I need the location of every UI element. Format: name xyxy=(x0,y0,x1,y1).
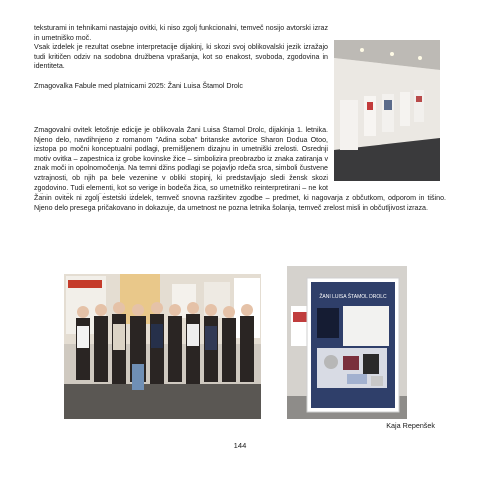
body-text-upper xyxy=(34,126,328,194)
poster-photo xyxy=(287,266,407,419)
gallery-photo xyxy=(334,40,440,181)
section-heading: Zmagovalka Fabule med platnicami 2025: Žani Luisa Štamol Drolc xyxy=(34,81,243,90)
body-paragraph-1: Zmagovalni ovitek letošnje edicije je oblikovala Žani Luisa Štamol Drolc, dijakinja 1. letnika. Njeno delo, navdihnjeno z romanom "Adina soba" britanske avtorice Sharon Dodua Otoo, izstopa po močni konceptualni podlagi, premišljenem dizajnu in umetniški zrelosti. Osrednji motiv ovitka – zapestnica iz grobe kovinske žice – simbolizira preobrazbo iz znaka zatiranja v znak moči in opolnomočenja. Na temni džins podlagi se pojavljo rdeča srca, simboli čustvene vztrajnosti, ob njih pa bele vezenine v obliki stopinj, ki predstavljajo sledi žensk skozi zgodovino. Tudi elementi, kot so verige in bodeča žica, so umetniško reinterpretirani – ne kot xyxy=(34,126,328,192)
photo-credit: Kaja Repenšek xyxy=(386,421,435,430)
intro-paragraph-2: Vsak izdelek je rezultat osebne interpretacije dijakinj, ki skozi svoj oblikovalski jezik izražajo tudi kritičen odziv na sodobna družbena vprašanja, kot so enakost, svoboda, zgodovina in identiteta. xyxy=(34,43,328,71)
page-number: 144 xyxy=(233,441,247,450)
intro-text xyxy=(34,24,328,91)
group-photo xyxy=(64,274,261,419)
body-paragraph-2: Žanin ovitek ni zgolj estetski izdelek, temveč snovna razširitev zgodbe – predmet, ki nagovarja z občutkom, odporom in tišino. Njeno delo presega pričakovano in dokazuje, da umetnost ne pozna letnika šolanja, temveč zrelost misli in občutljivost izraza. xyxy=(34,194,446,212)
intro-paragraph-1: teksturami in tehnikami nastajajo ovitki, ki niso zgolj funkcionalni, temveč nosijo avtorski izraz in umetniško moč. xyxy=(34,24,328,42)
body-text-lower xyxy=(34,194,446,213)
poster-title: ŽANI LUISA ŠTAMOL DROLC xyxy=(319,294,387,300)
